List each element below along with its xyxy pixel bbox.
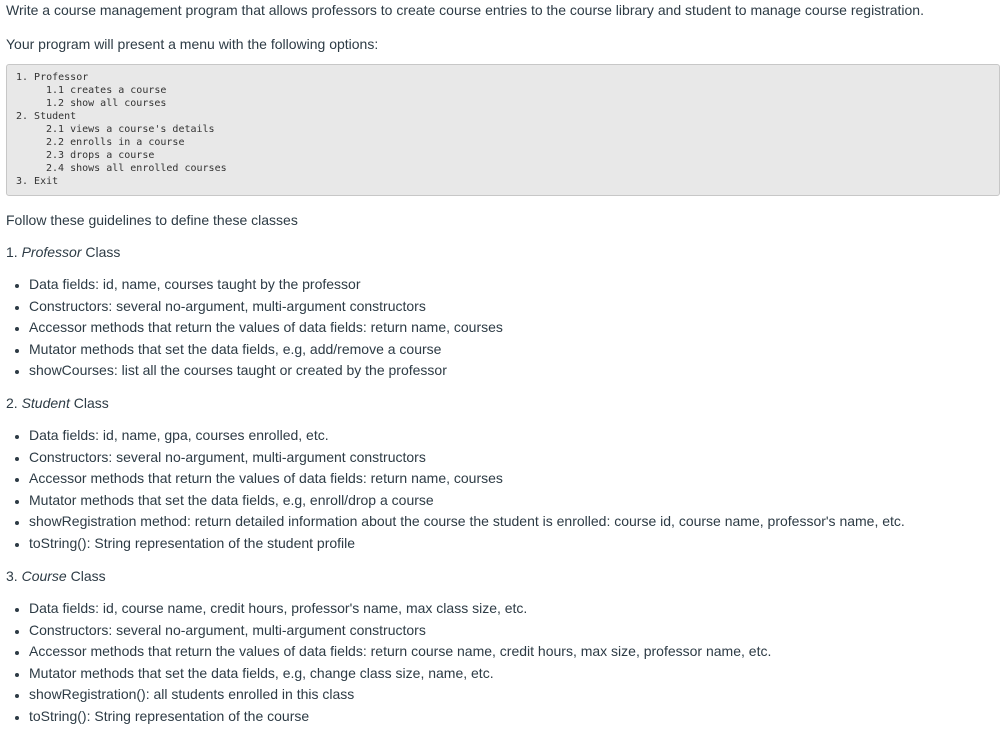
class-suffix: Class <box>85 244 121 260</box>
student-bullet-list <box>6 425 905 555</box>
class-number: 1. <box>6 244 18 260</box>
class-heading-course <box>6 566 106 586</box>
list-item: • toString(): String representation of the student profile <box>29 533 905 555</box>
list-item: • Accessor methods that return the values of data fields: return name, courses <box>29 468 905 490</box>
list-item: • Mutator methods that set the data fields, e.g, enroll/drop a course <box>29 490 905 512</box>
class-suffix: Class <box>70 568 106 584</box>
list-item: • showRegistration(): all students enrolled in this class <box>29 684 771 706</box>
list-item: • showCourses: list all the courses taught or created by the professor <box>29 360 503 382</box>
code-line: 3. Exit <box>16 176 59 187</box>
class-name: Student <box>21 395 70 411</box>
code-line: 1.2 show all courses <box>46 98 167 109</box>
professor-bullet-list <box>6 274 503 382</box>
list-item: • Mutator methods that set the data fields, e.g, add/remove a course <box>29 339 503 361</box>
list-item: • Constructors: several no-argument, multi-argument constructors <box>29 447 905 469</box>
list-item: • Data fields: id, course name, credit hours, professor's name, max class size, etc. <box>29 598 771 620</box>
task-description: Write a course management program that allows professors to create course entries to the course library and student to manage course registration. <box>6 2 924 18</box>
list-item: • Accessor methods that return the values of data fields: return name, courses <box>29 317 503 339</box>
code-line: 2. Student <box>16 111 77 122</box>
course-bullet-list <box>6 598 771 728</box>
list-item: • Constructors: several no-argument, multi-argument constructors <box>29 620 771 642</box>
code-line: 1.1 creates a course <box>46 85 167 96</box>
class-name: Course <box>21 568 67 584</box>
class-number: 2. <box>6 395 18 411</box>
list-item: • Data fields: id, name, courses taught by the professor <box>29 274 503 296</box>
class-name: Professor <box>21 244 82 260</box>
list-item: • toString(): String representation of the course <box>29 706 771 728</box>
list-item: • Accessor methods that return the values of data fields: return course name, credit hours, max size, professor name, etc. <box>29 641 771 663</box>
code-line: 1. Professor <box>16 72 89 83</box>
list-item: • showRegistration method: return detailed information about the course the student is enrolled: course id, course name, professor's name, etc. <box>29 511 905 533</box>
menu-code-block <box>6 64 1000 196</box>
code-line: 2.4 shows all enrolled courses <box>46 163 227 174</box>
guidelines-intro: Follow these guidelines to define these classes <box>6 212 298 228</box>
code-line: 2.2 enrolls in a course <box>46 137 185 148</box>
list-item: • Mutator methods that set the data fields, e.g, change class size, name, etc. <box>29 663 771 685</box>
class-heading-professor <box>6 242 120 262</box>
code-line: 2.1 views a course's details <box>46 124 215 135</box>
menu-intro: Your program will present a menu with the following options: <box>6 36 379 52</box>
list-item: • Constructors: several no-argument, multi-argument constructors <box>29 296 503 318</box>
class-heading-student <box>6 393 109 413</box>
class-number: 3. <box>6 568 18 584</box>
code-line: 2.3 drops a course <box>46 150 155 161</box>
class-suffix: Class <box>73 395 109 411</box>
list-item: • Data fields: id, name, gpa, courses enrolled, etc. <box>29 425 905 447</box>
